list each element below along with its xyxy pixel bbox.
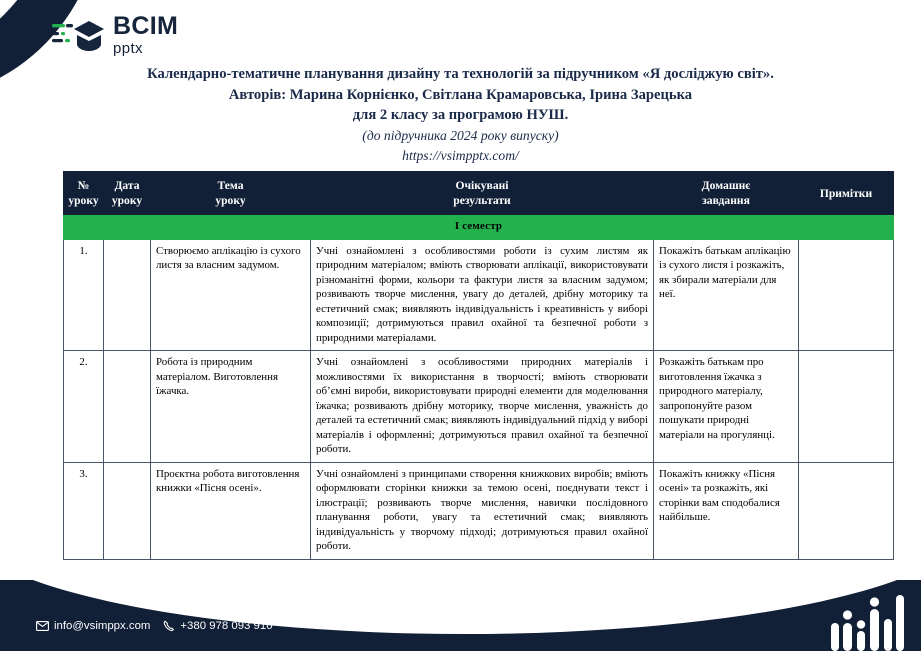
cell-lesson-date	[104, 239, 151, 351]
logo-subtitle: pptx	[113, 40, 143, 57]
title-line-3: для 2 класу за програмою НУШ.	[352, 107, 569, 124]
header-homework	[654, 172, 799, 215]
cell-notes	[799, 351, 894, 463]
cell-expected-results: Учні ознайомлені з особливостями роботи із сухим листям як природним матеріалом; вміють створювати аплікації, використовувати різноманітні форми, кольори та фактури листя за власним задумом; розвивають творче мислення, увагу до деталей, дрібну моторику та естетичний смак; виявляють індивідуальність і креативність у виборі композиції; дотримуються правил охайної та безпечної роботи з природними матеріалами.	[311, 239, 654, 351]
cell-expected-results: Учні ознайомлені з особливостями природних матеріалів і можливостями їх використання в творчості; вміють створювати об’ємні вироби, використовувати природні елементи для моделювання їжачка; розвивають дрібну моторику, творче мислення, уважність до деталей та естетичний смак; виявляють індивідуальний підхід у виборі матеріалів і оформленні; дотримуються правил охайної та безпечної роботи.	[311, 351, 654, 463]
footer-email-text: info@vsimppx.com	[54, 620, 151, 632]
graduation-cap-icon	[52, 15, 104, 55]
cell-lesson-date	[104, 462, 151, 559]
cell-notes	[799, 239, 894, 351]
bar-chart-people-icon	[829, 595, 905, 651]
cell-lesson-topic: Проєктна робота виготовлення книжки «Пісня осені».	[151, 462, 311, 559]
lesson-plan-table	[63, 171, 894, 560]
page-footer	[0, 580, 921, 651]
phone-icon	[163, 620, 175, 632]
header-text-bottom: уроку	[111, 194, 143, 208]
header-text-top: №	[77, 179, 90, 192]
title-line-4-edition: (до підручника 2024 року випуску)	[362, 128, 559, 144]
header-text-top: Очікувані	[455, 179, 509, 192]
table-row	[64, 239, 894, 351]
cell-lesson-date	[104, 351, 151, 463]
header-lesson-topic	[151, 172, 311, 215]
header-notes	[799, 172, 894, 215]
semester-banner-label: I семестр	[64, 215, 894, 240]
header-lesson-date	[104, 172, 151, 215]
footer-email[interactable]	[36, 620, 150, 632]
header-text-bottom: завдання	[702, 194, 750, 208]
title-line-1: Календарно-тематичне планування дизайну та технологій за підручником «Я досліджую світ».	[147, 66, 774, 82]
cell-expected-results: Учні ознайомлені з принципами створення книжкових виробів; вміють оформлювати сторінки книжки за темою осені, поєднувати текст і ілюстрації; розвивають творче мислення, навички послідовного планування роботи, увагу та естетичний смак; виявляють індивідуальність у творчому підході; дотримуються правил охайної роботи.	[311, 462, 654, 559]
cell-lesson-number: 2.	[64, 351, 104, 463]
footer-phone[interactable]	[163, 620, 272, 632]
cell-lesson-topic: Робота із природним матеріалом. Виготовлення їжачка.	[151, 351, 311, 463]
header-expected-results	[311, 172, 654, 215]
table-header-row	[64, 172, 894, 215]
header-text-bottom: уроку	[68, 194, 99, 208]
header-text-top: Дата	[114, 179, 140, 192]
cell-lesson-number: 3.	[64, 462, 104, 559]
semester-banner-row	[64, 215, 894, 240]
header-text-bottom: уроку	[215, 194, 246, 208]
header-text-bottom: результати	[453, 194, 511, 208]
header-lesson-number	[64, 172, 104, 215]
table-row	[64, 462, 894, 559]
footer-contact-info	[36, 620, 273, 632]
title-line-2: Авторів: Марина Корнієнко, Світлана Крамаровська, Ірина Зарецька	[228, 86, 693, 103]
title-line-5-website: https://vsimpptx.com/	[402, 147, 519, 163]
page-title	[0, 64, 921, 166]
cell-lesson-topic: Створюємо аплікацію із сухого листя за власним задумом.	[151, 239, 311, 351]
table-row	[64, 351, 894, 463]
logo-title: BCIM	[113, 12, 179, 40]
brand-logo	[52, 14, 178, 56]
footer-phone-text: +380 978 093 910	[180, 620, 273, 632]
cell-notes	[799, 462, 894, 559]
cell-homework: Покажіть батькам аплікацію із сухого листя і розкажіть, як збирали матеріали для неї.	[654, 239, 799, 351]
header-text-top: Тема	[217, 179, 244, 192]
header-text-top: Домашнє	[701, 179, 751, 192]
header-text-top: Примітки	[819, 186, 873, 200]
cell-homework: Покажіть книжку «Пісня осені» та розкажіть, які сторінки вам сподобалися найбільше.	[654, 462, 799, 559]
cell-lesson-number: 1.	[64, 239, 104, 351]
cell-homework: Розкажіть батькам про виготовлення їжачка з природного матеріалу, запропонуйте разом пошукати природні матеріали на прогулянці.	[654, 351, 799, 463]
envelope-icon	[36, 621, 49, 631]
